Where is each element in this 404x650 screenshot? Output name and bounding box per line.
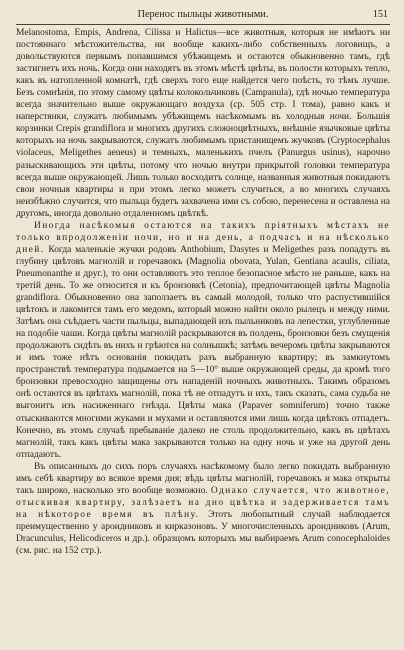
paragraph-text: Въ описанныхъ до сихъ поръ случаяхъ насѣкомому было легко покидать выбранную имъ себѣ квартиру во всякое время дня; вѣдь цвѣты магнолій, горечавокъ и мака открыты такъ широко, насколько это вообще возможно. (16, 461, 390, 496)
running-title: Перенос пыльцы животными. (137, 9, 269, 20)
paragraph (16, 220, 390, 461)
running-header (16, 8, 390, 21)
page-number: 151 (372, 9, 388, 20)
spaced-emphasis-text: Однако случается, что животное, отыскивая квартиру, залѣзаетъ на дно цвѣтка и задерживается тамъ на нѣкоторое время въ плѣну. (16, 485, 391, 520)
paragraph-text: Этотъ любопытный случай наблюдается преимущественно у ароидниковъ и кирказоновъ. У многочисленныхъ ароидниковъ (Arum, Dracunculus, Helicodiceros и др.). образцомъ которыхъ мы выбираемъ Arum conocephaloides (см. рис. на 152 стр.). (16, 509, 390, 557)
spaced-emphasis-text: Иногда насѣкомыя остаются на такихъ пріятныхъ мѣстахъ не только впродолженіи ночи, но и на день, а подчасъ и на нѣсколько дней. (16, 220, 390, 255)
paragraph (16, 461, 390, 557)
paragraph-text: Melanostoma, Empis, Andrena, Cilissa и Halictus—все животныя, которыя не имѣютъ ни постояннаго мѣстожительства, ни вообще какихъ-либо собственныхъ логовищъ, а довольствуются первымъ попавшимся убѣжищемъ и остаются обыкновенно тамъ, гдѣ застигнетъ ихъ ночь. Когда они находятъ въ этомъ мѣстѣ цвѣты, въ полости которыхъ тепло, какъ въ натопленной комнатѣ, гдѣ сверхъ того еще найдется чего поѣсть, то тѣмъ лучше. Безъ сомнѣнія, по этому самому цвѣты колокольчиковъ (Campanula), гдѣ ночью температура всегда значительно выше окружающаго воздуха (ср. 505 стр. I тома), равно какъ и наперстянки, служатъ любимымъ убѣжищемъ насѣкомымъ въ холодныя ночи. Большія корзинки Crepis grandiflora и многихъ другихъ сложноцвѣтныхъ, внѣшніе язычковые цвѣты которыхъ на ночь закрываются, служатъ любимымъ пристанищемъ жучковъ (Cryptocephalus violaceus, Meligethes aeneus) и темныхъ, маленькихъ пчелъ (Panurgus usinus), нарочно разыскивающихъ эти цвѣты, потому что ночью внутри прикрытой головки температура всегда выше окружающей. Лишь только восходитъ солнце, названныя животныя покидаютъ свои ночныя квартиры и при этомъ легко можетъ случиться, а во многихъ случаяхъ неизбѣжно случится, что пыльца будетъ захвачена ими съ собою, перенесена и оставлена на другомъ, иногда довольно отдаленномъ цвѣткѣ. (16, 28, 390, 219)
paragraph-text: Когда маленькіе жучки родовъ Anthobium, Dasytes и Meligethes разъ попадутъ въ глубину цвѣтовъ магнолій и горечавокъ (Magnolia obovata, Yulan, Gentiana acaulis, ciliata, Pneumonanthe и друг.), то они оставляютъ это теплое безопасное мѣсто не раньше, какъ на третій день. То же относится и къ бронзовкѣ (Cetonia), предпочитающей цвѣты Magnolia grandiflora. Обыкновенно она заползаетъ въ самый молодой, только что распустившійся цвѣтокъ и лакомится тамъ его медомъ, который можно найти около рылецъ и между ними. Затѣмъ она съѣдаетъ части пыльцы, выпадающей изъ пыльниковъ на лепестки, углубленные на подобіе чаши. Когда цвѣты магнолій раскрываются въ полдень, бронзовки безъ смущенія продолжаютъ сидѣть въ нихъ и грѣются на солнышкѣ; затѣмъ вечеромъ цвѣты закрываются и имъ тоже нѣтъ основанія покидать разъ выбранную квартиру; въ замкнутомъ пространствѣ температура подымается на 5—10° выше окружающей среды, да кромѣ того бронзовки превосходно защищены отъ нападеній ночныхъ животныхъ. Такимъ образомъ онѣ остаются въ цвѣтахъ магнолій, пока тѣ не отпадутъ и ихъ, такъ сказать, сама судьба не выгонитъ изъ насиженнаго гнѣзда. Цвѣты мака (Papaver somniferum) точно также отыскиваются многими жуками и мухами и оставляются ими лишь когда цвѣтокъ отпадетъ. Конечно, въ этомъ случаѣ пребываніе далеко не столь продолжительно, какъ въ цвѣтахъ магнолій, такъ какъ цвѣты мака закрываются только на одну ночь и уже на другой день отпадаютъ. (16, 244, 390, 460)
header-rule (16, 24, 390, 25)
page-body (16, 27, 390, 557)
paragraph (16, 27, 390, 220)
